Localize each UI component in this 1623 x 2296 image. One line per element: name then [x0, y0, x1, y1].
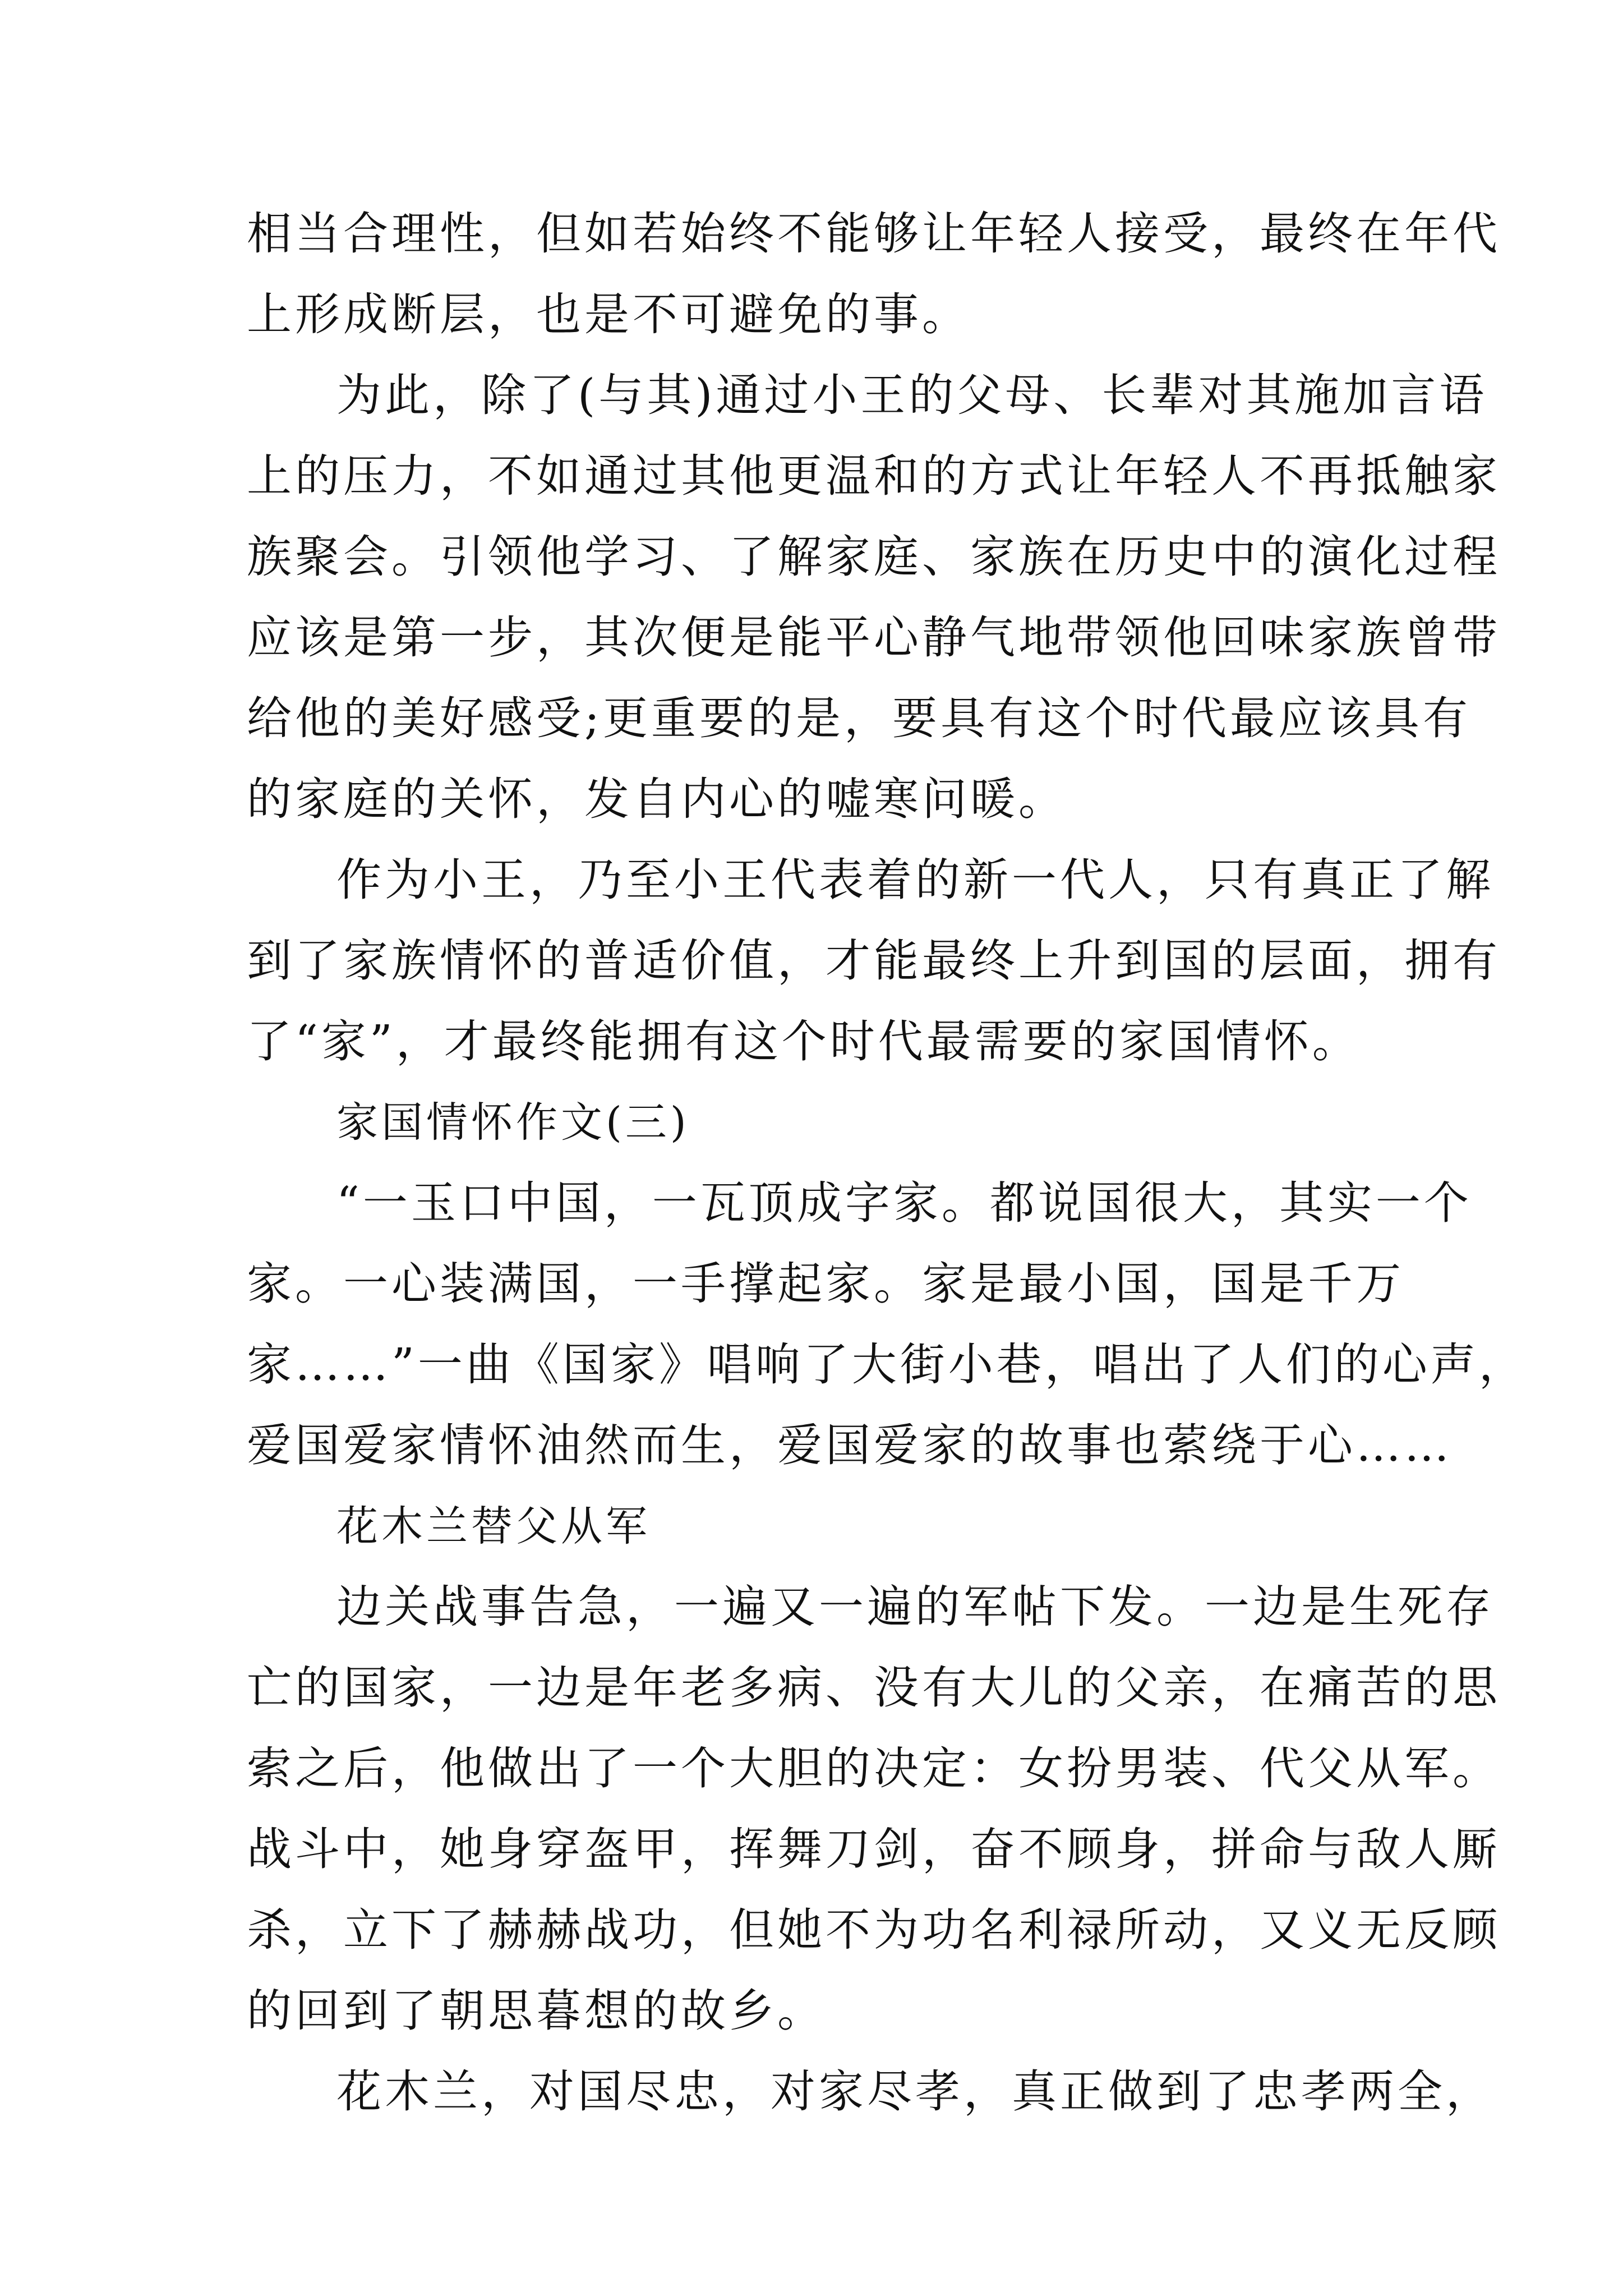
text-line: 亡的国家，一边是年老多病、没有大儿的父亲，在痛苦的思 — [247, 1662, 1501, 1714]
paragraph-start-line: 花木兰，对国尽忠，对家尽孝，真正做到了忠孝两全， — [336, 2065, 1494, 2118]
document-body — [247, 194, 1527, 2132]
text-line: 到了家族情怀的普适价值，才能最终上升到国的层面，拥有 — [247, 935, 1501, 987]
text-line: 的家庭的关怀，发自内心的嘘寒问暖。 — [247, 773, 1067, 825]
paragraph-start-line: 为此，除了(与其)通过小王的父母、长辈对其施加言语 — [336, 369, 1488, 421]
text-line: 给他的美好感受;更重要的是，要具有这个时代最应该具有 — [247, 692, 1471, 744]
text-line: 杀，立下了赫赫战功，但她不为功名利禄所动，又义无反顾 — [247, 1904, 1501, 1956]
subsection-heading: 花木兰替父从军 — [336, 1502, 651, 1550]
text-line: 的回到了朝思暮想的故乡。 — [247, 1985, 826, 2037]
text-line: 索之后，他做出了一个大胆的决定：女扮男装、代父从军。 — [247, 1742, 1501, 1795]
text-line: 族聚会。引领他学习、了解家庭、家族在历史中的演化过程 — [247, 531, 1501, 583]
paragraph-start-line: 作为小王，乃至小王代表着的新一代人，只有真正了解 — [336, 854, 1494, 906]
text-line: 上的压力，不如通过其他更温和的方式让年轻人不再抵触家 — [247, 450, 1501, 502]
paragraph-start-line: “一玉口中国，一瓦顶成字家。都说国很大，其实一个 — [336, 1177, 1472, 1229]
text-line: 战斗中，她身穿盔甲，挥舞刀剑，奋不顾身，拼命与敌人厮 — [247, 1823, 1501, 1875]
text-line: 相当合理性，但如若始终不能够让年轻人接受，最终在年代 — [247, 208, 1501, 260]
text-line: 爱国爱家情怀油然而生，爱国爱家的故事也萦绕于心…… — [247, 1419, 1453, 1471]
text-line: 了“家”，才最终能拥有这个时代最需要的家国情怀。 — [247, 1015, 1361, 1068]
text-line: 应该是第一步，其次便是能平心静气地带领他回味家族曾带 — [247, 611, 1501, 664]
text-line: 上形成断层，也是不可避免的事。 — [247, 288, 970, 341]
paragraph-start-line: 边关战事告急，一遍又一遍的军帖下发。一边是生死存 — [336, 1581, 1494, 1633]
section-heading: 家国情怀作文(三) — [336, 1098, 690, 1147]
text-line: 家。一心装满国，一手撑起家。家是最小国，国是千万 — [247, 1258, 1404, 1310]
text-line: 家……”一曲《国家》唱响了大街小巷，唱出了人们的心声， — [247, 1338, 1527, 1391]
